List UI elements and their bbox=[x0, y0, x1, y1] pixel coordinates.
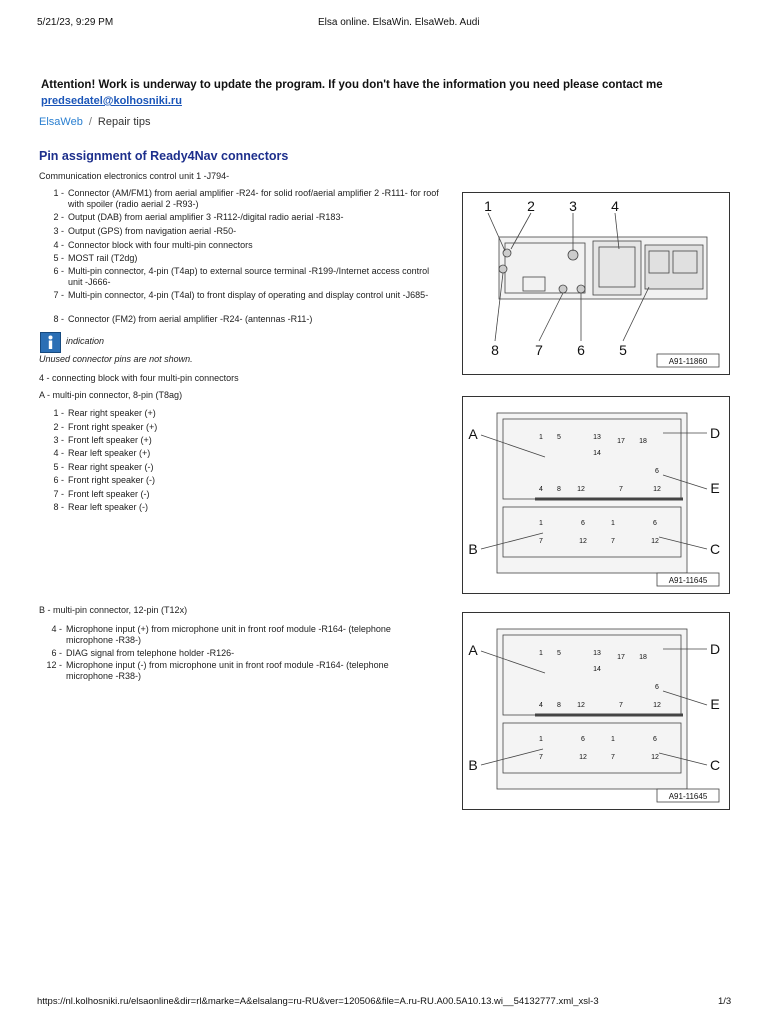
print-page-title: Elsa online. ElsaWin. ElsaWeb. Audi bbox=[318, 17, 480, 28]
svg-text:5: 5 bbox=[619, 342, 627, 358]
svg-text:6: 6 bbox=[653, 736, 657, 743]
svg-text:1: 1 bbox=[611, 520, 615, 527]
svg-text:A91-11645: A91-11645 bbox=[668, 576, 708, 585]
svg-text:B: B bbox=[468, 541, 478, 557]
svg-text:8: 8 bbox=[491, 342, 499, 358]
svg-text:8: 8 bbox=[557, 702, 561, 709]
contact-email-link[interactable]: predsedatel@kolhosniki.ru bbox=[41, 95, 182, 107]
svg-text:14: 14 bbox=[593, 450, 601, 457]
list-item: 1 - Connector (AM/FM1) from aerial amplifier -R24- for solid roof/aerial amplifier 2 -R111- for roof with spoiler (radio aerial 2 -R93-) bbox=[53, 188, 439, 209]
list-item: 1 - Rear right speaker (+) bbox=[53, 408, 156, 418]
list-item: 2 - Output (DAB) from aerial amplifier 3 -R112-/digital radio aerial -R183- bbox=[53, 212, 344, 222]
svg-text:3: 3 bbox=[569, 198, 577, 214]
svg-text:12: 12 bbox=[579, 754, 587, 761]
svg-text:C: C bbox=[709, 541, 721, 557]
list-item: 12 - Microphone input (-) from microphone unit in front roof module -R164- (telephone microphone -R38-) bbox=[46, 660, 389, 681]
list-item: 5 - Rear right speaker (-) bbox=[53, 462, 154, 472]
svg-text:1: 1 bbox=[484, 198, 492, 214]
svg-text:6: 6 bbox=[581, 736, 585, 743]
svg-text:18: 18 bbox=[639, 438, 647, 445]
svg-text:17: 17 bbox=[617, 654, 625, 661]
page-number: 1/3 bbox=[718, 996, 732, 1007]
svg-text:12: 12 bbox=[653, 486, 661, 493]
svg-text:4: 4 bbox=[539, 486, 543, 493]
list-item: 7 - Front left speaker (-) bbox=[53, 489, 150, 499]
svg-text:7: 7 bbox=[535, 342, 543, 358]
svg-text:14: 14 bbox=[593, 666, 601, 673]
svg-text:13: 13 bbox=[593, 650, 601, 657]
unit-label: Communication electronics control unit 1 -J794- bbox=[39, 171, 230, 181]
list-item: 8 - Rear left speaker (-) bbox=[53, 502, 149, 512]
svg-text:1: 1 bbox=[539, 736, 543, 743]
svg-text:12: 12 bbox=[577, 486, 585, 493]
list-item: 2 - Front right speaker (+) bbox=[53, 422, 158, 432]
list-item: 5 - MOST rail (T2dg) bbox=[53, 253, 138, 263]
list-item: 6 - Multi-pin connector, 4-pin (T4ap) to external source terminal -R199-/Internet access control unit -J666- bbox=[53, 266, 430, 287]
unused-pins-note: Unused connector pins are not shown. bbox=[39, 354, 193, 364]
svg-text:8: 8 bbox=[557, 486, 561, 493]
radio-rear-diagram bbox=[462, 192, 730, 375]
svg-text:5: 5 bbox=[557, 650, 561, 657]
print-url: https://nl.kolhosniki.ru/elsaonline&dir=rl&marke=A&elsalang=ru-RU&ver=120506&file=A.ru-RU.A00.5A10.13.wi__54132777.xml_xsl-3 bbox=[37, 996, 599, 1007]
attention-notice: Attention! Work is underway to update the program. If you don't have the information you need please contact me bbox=[41, 79, 663, 91]
svg-text:E: E bbox=[710, 480, 720, 496]
svg-text:4: 4 bbox=[611, 198, 619, 214]
svg-text:12: 12 bbox=[651, 754, 659, 761]
svg-text:1: 1 bbox=[539, 434, 543, 441]
svg-text:1: 1 bbox=[539, 650, 543, 657]
svg-text:B: B bbox=[468, 757, 478, 773]
svg-text:2: 2 bbox=[527, 198, 535, 214]
svg-text:D: D bbox=[709, 425, 721, 441]
svg-text:12: 12 bbox=[653, 702, 661, 709]
svg-text:6: 6 bbox=[577, 342, 585, 358]
info-icon bbox=[40, 332, 61, 353]
list-item: 4 - Connector block with four multi-pin connectors bbox=[53, 240, 253, 250]
list-item: 7 - Multi-pin connector, 4-pin (T4al) to front display of operating and display control unit -J685- bbox=[53, 290, 429, 300]
svg-text:12: 12 bbox=[577, 702, 585, 709]
breadcrumb-current: Repair tips bbox=[97, 116, 151, 128]
svg-text:D: D bbox=[709, 641, 721, 657]
svg-text:1: 1 bbox=[539, 520, 543, 527]
svg-text:7: 7 bbox=[611, 754, 615, 761]
list-item: 4 - Rear left speaker (+) bbox=[53, 448, 151, 458]
list-item: 6 - Front right speaker (-) bbox=[53, 475, 156, 485]
svg-text:7: 7 bbox=[619, 702, 623, 709]
svg-text:17: 17 bbox=[617, 438, 625, 445]
breadcrumb-separator: / bbox=[88, 116, 92, 128]
svg-text:A91-11860: A91-11860 bbox=[668, 357, 708, 366]
svg-text:13: 13 bbox=[593, 434, 601, 441]
connector-a-label: A - multi-pin connector, 8-pin (T8ag) bbox=[39, 390, 183, 400]
indication-label: indication bbox=[66, 336, 105, 346]
svg-text:12: 12 bbox=[651, 538, 659, 545]
svg-text:A: A bbox=[468, 426, 478, 442]
svg-text:6: 6 bbox=[653, 520, 657, 527]
svg-text:18: 18 bbox=[639, 654, 647, 661]
svg-text:C: C bbox=[709, 757, 721, 773]
breadcrumb-elsaweb-link[interactable]: ElsaWeb bbox=[39, 116, 83, 128]
print-datetime: 5/21/23, 9:29 PM bbox=[37, 17, 114, 28]
svg-text:A: A bbox=[468, 642, 478, 658]
connector-b-label: B - multi-pin connector, 12-pin (T12x) bbox=[39, 605, 188, 615]
list-item: 3 - Front left speaker (+) bbox=[53, 435, 152, 445]
connector-block-diagram-1 bbox=[462, 396, 730, 594]
svg-text:7: 7 bbox=[611, 538, 615, 545]
svg-text:7: 7 bbox=[619, 486, 623, 493]
svg-text:6: 6 bbox=[655, 468, 659, 475]
breadcrumb bbox=[39, 116, 150, 128]
svg-text:5: 5 bbox=[557, 434, 561, 441]
block-label: 4 - connecting block with four multi-pin connectors bbox=[39, 373, 239, 383]
svg-text:6: 6 bbox=[655, 684, 659, 691]
svg-text:E: E bbox=[710, 696, 720, 712]
svg-text:7: 7 bbox=[539, 538, 543, 545]
svg-text:7: 7 bbox=[539, 754, 543, 761]
list-item: 6 - DIAG signal from telephone holder -R126- bbox=[51, 648, 235, 658]
page-title: Pin assignment of Ready4Nav connectors bbox=[39, 149, 289, 163]
list-item: 8 - Connector (FM2) from aerial amplifier -R24- (antennas -R11-) bbox=[53, 314, 313, 324]
list-item: 4 - Microphone input (+) from microphone unit in front roof module -R164- (telephone microphone -R38-) bbox=[51, 624, 391, 645]
list-item: 3 - Output (GPS) from navigation aerial -R50- bbox=[53, 226, 237, 236]
svg-text:4: 4 bbox=[539, 702, 543, 709]
svg-text:A91-11645: A91-11645 bbox=[668, 792, 708, 801]
svg-text:1: 1 bbox=[611, 736, 615, 743]
connector-block-diagram-2 bbox=[462, 612, 730, 810]
svg-text:12: 12 bbox=[579, 538, 587, 545]
svg-text:6: 6 bbox=[581, 520, 585, 527]
